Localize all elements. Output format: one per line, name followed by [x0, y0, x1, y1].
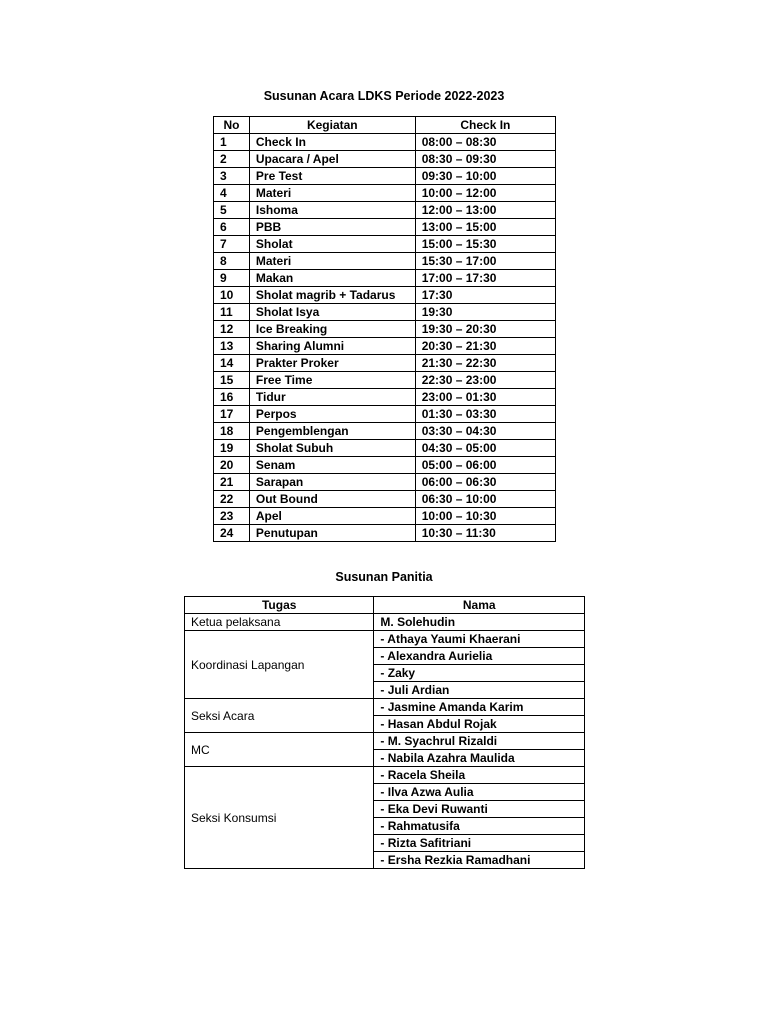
schedule-row — [214, 304, 556, 321]
schedule-no-cell: 14 — [214, 355, 250, 372]
schedule-row — [214, 355, 556, 372]
schedule-time-cell: 15:00 – 15:30 — [415, 236, 555, 253]
schedule-row — [214, 321, 556, 338]
schedule-time-cell: 21:30 – 22:30 — [415, 355, 555, 372]
schedule-activity-cell: Materi — [249, 253, 415, 270]
committee-role-cell: Seksi Konsumsi — [185, 767, 374, 869]
schedule-no-cell: 21 — [214, 474, 250, 491]
schedule-no-cell: 20 — [214, 457, 250, 474]
committee-role-cell: MC — [185, 733, 374, 767]
schedule-row — [214, 168, 556, 185]
schedule-time-cell: 10:00 – 10:30 — [415, 508, 555, 525]
schedule-activity-cell: Penutupan — [249, 525, 415, 542]
schedule-table — [213, 116, 556, 542]
schedule-row — [214, 372, 556, 389]
schedule-time-cell: 17:00 – 17:30 — [415, 270, 555, 287]
column-header-kegiatan: Kegiatan — [249, 117, 415, 134]
committee-row — [185, 614, 585, 631]
schedule-time-cell: 17:30 — [415, 287, 555, 304]
schedule-activity-cell: Prakter Proker — [249, 355, 415, 372]
committee-role-cell: Seksi Acara — [185, 699, 374, 733]
schedule-title: Susunan Acara LDKS Periode 2022-2023 — [263, 89, 505, 103]
column-header-time: Check In — [415, 117, 555, 134]
schedule-time-cell: 05:00 – 06:00 — [415, 457, 555, 474]
schedule-row — [214, 185, 556, 202]
schedule-time-cell: 03:30 – 04:30 — [415, 423, 555, 440]
schedule-no-cell: 11 — [214, 304, 250, 321]
schedule-activity-cell: Materi — [249, 185, 415, 202]
schedule-time-cell: 10:00 – 12:00 — [415, 185, 555, 202]
schedule-activity-cell: Upacara / Apel — [249, 151, 415, 168]
schedule-time-cell: 06:00 – 06:30 — [415, 474, 555, 491]
schedule-row — [214, 423, 556, 440]
schedule-no-cell: 7 — [214, 236, 250, 253]
committee-row — [185, 631, 585, 648]
schedule-header-row — [214, 117, 556, 134]
schedule-row — [214, 134, 556, 151]
schedule-no-cell: 8 — [214, 253, 250, 270]
schedule-time-cell: 20:30 – 21:30 — [415, 338, 555, 355]
committee-name-cell: - Rahmatusifa — [374, 818, 585, 835]
committee-name-cell: - Athaya Yaumi Khaerani — [374, 631, 585, 648]
schedule-row — [214, 406, 556, 423]
committee-name-cell: - Alexandra Aurielia — [374, 648, 585, 665]
schedule-no-cell: 10 — [214, 287, 250, 304]
committee-role-cell: Ketua pelaksana — [185, 614, 374, 631]
committee-role-cell: Koordinasi Lapangan — [185, 631, 374, 699]
committee-name-cell: - Racela Sheila — [374, 767, 585, 784]
schedule-row — [214, 219, 556, 236]
schedule-time-cell: 19:30 — [415, 304, 555, 321]
schedule-row — [214, 270, 556, 287]
schedule-activity-cell: Sholat — [249, 236, 415, 253]
schedule-row — [214, 491, 556, 508]
schedule-activity-cell: PBB — [249, 219, 415, 236]
schedule-no-cell: 13 — [214, 338, 250, 355]
schedule-time-cell: 19:30 – 20:30 — [415, 321, 555, 338]
schedule-activity-cell: Sholat Subuh — [249, 440, 415, 457]
schedule-no-cell: 17 — [214, 406, 250, 423]
schedule-row — [214, 389, 556, 406]
schedule-activity-cell: Check In — [249, 134, 415, 151]
schedule-activity-cell: Tidur — [249, 389, 415, 406]
schedule-activity-cell: Perpos — [249, 406, 415, 423]
schedule-row — [214, 440, 556, 457]
schedule-row — [214, 202, 556, 219]
schedule-no-cell: 24 — [214, 525, 250, 542]
schedule-row — [214, 253, 556, 270]
schedule-row — [214, 525, 556, 542]
schedule-time-cell: 12:00 – 13:00 — [415, 202, 555, 219]
schedule-no-cell: 9 — [214, 270, 250, 287]
schedule-body — [214, 134, 556, 542]
committee-name-cell: - Ersha Rezkia Ramadhani — [374, 852, 585, 869]
committee-name-cell: M. Solehudin — [374, 614, 585, 631]
schedule-activity-cell: Sholat Isya — [249, 304, 415, 321]
schedule-no-cell: 22 — [214, 491, 250, 508]
schedule-time-cell: 01:30 – 03:30 — [415, 406, 555, 423]
committee-name-cell: - Ilva Azwa Aulia — [374, 784, 585, 801]
schedule-no-cell: 15 — [214, 372, 250, 389]
schedule-time-cell: 04:30 – 05:00 — [415, 440, 555, 457]
schedule-time-cell: 08:30 – 09:30 — [415, 151, 555, 168]
committee-row — [185, 767, 585, 784]
schedule-time-cell: 09:30 – 10:00 — [415, 168, 555, 185]
schedule-time-cell: 06:30 – 10:00 — [415, 491, 555, 508]
schedule-time-cell: 15:30 – 17:00 — [415, 253, 555, 270]
schedule-no-cell: 23 — [214, 508, 250, 525]
committee-name-cell: - Juli Ardian — [374, 682, 585, 699]
schedule-no-cell: 1 — [214, 134, 250, 151]
schedule-no-cell: 19 — [214, 440, 250, 457]
schedule-row — [214, 338, 556, 355]
committee-row — [185, 699, 585, 716]
schedule-activity-cell: Sharing Alumni — [249, 338, 415, 355]
schedule-row — [214, 151, 556, 168]
schedule-no-cell: 12 — [214, 321, 250, 338]
committee-name-cell: - Hasan Abdul Rojak — [374, 716, 585, 733]
schedule-time-cell: 08:00 – 08:30 — [415, 134, 555, 151]
column-header-nama: Nama — [374, 597, 585, 614]
schedule-no-cell: 2 — [214, 151, 250, 168]
schedule-no-cell: 4 — [214, 185, 250, 202]
schedule-time-cell: 13:00 – 15:00 — [415, 219, 555, 236]
schedule-time-cell: 23:00 – 01:30 — [415, 389, 555, 406]
committee-row — [185, 733, 585, 750]
schedule-no-cell: 16 — [214, 389, 250, 406]
committee-name-cell: - Jasmine Amanda Karim — [374, 699, 585, 716]
committee-name-cell: - Eka Devi Ruwanti — [374, 801, 585, 818]
schedule-row — [214, 474, 556, 491]
committee-body — [185, 614, 585, 869]
committee-title: Susunan Panitia — [335, 570, 433, 584]
schedule-activity-cell: Pengemblengan — [249, 423, 415, 440]
schedule-no-cell: 3 — [214, 168, 250, 185]
column-header-no: No — [214, 117, 250, 134]
schedule-activity-cell: Free Time — [249, 372, 415, 389]
schedule-time-cell: 10:30 – 11:30 — [415, 525, 555, 542]
schedule-activity-cell: Ice Breaking — [249, 321, 415, 338]
committee-header-row — [185, 597, 585, 614]
committee-name-cell: - Nabila Azahra Maulida — [374, 750, 585, 767]
schedule-activity-cell: Sarapan — [249, 474, 415, 491]
column-header-tugas: Tugas — [185, 597, 374, 614]
schedule-no-cell: 5 — [214, 202, 250, 219]
schedule-activity-cell: Makan — [249, 270, 415, 287]
schedule-activity-cell: Out Bound — [249, 491, 415, 508]
schedule-row — [214, 236, 556, 253]
committee-name-cell: - M. Syachrul Rizaldi — [374, 733, 585, 750]
schedule-activity-cell: Ishoma — [249, 202, 415, 219]
schedule-activity-cell: Senam — [249, 457, 415, 474]
schedule-activity-cell: Apel — [249, 508, 415, 525]
schedule-activity-cell: Pre Test — [249, 168, 415, 185]
schedule-row — [214, 508, 556, 525]
schedule-no-cell: 6 — [214, 219, 250, 236]
committee-table — [184, 596, 585, 869]
schedule-time-cell: 22:30 – 23:00 — [415, 372, 555, 389]
schedule-row — [214, 457, 556, 474]
schedule-row — [214, 287, 556, 304]
schedule-activity-cell: Sholat magrib + Tadarus — [249, 287, 415, 304]
committee-name-cell: - Rizta Safitriani — [374, 835, 585, 852]
committee-name-cell: - Zaky — [374, 665, 585, 682]
schedule-no-cell: 18 — [214, 423, 250, 440]
